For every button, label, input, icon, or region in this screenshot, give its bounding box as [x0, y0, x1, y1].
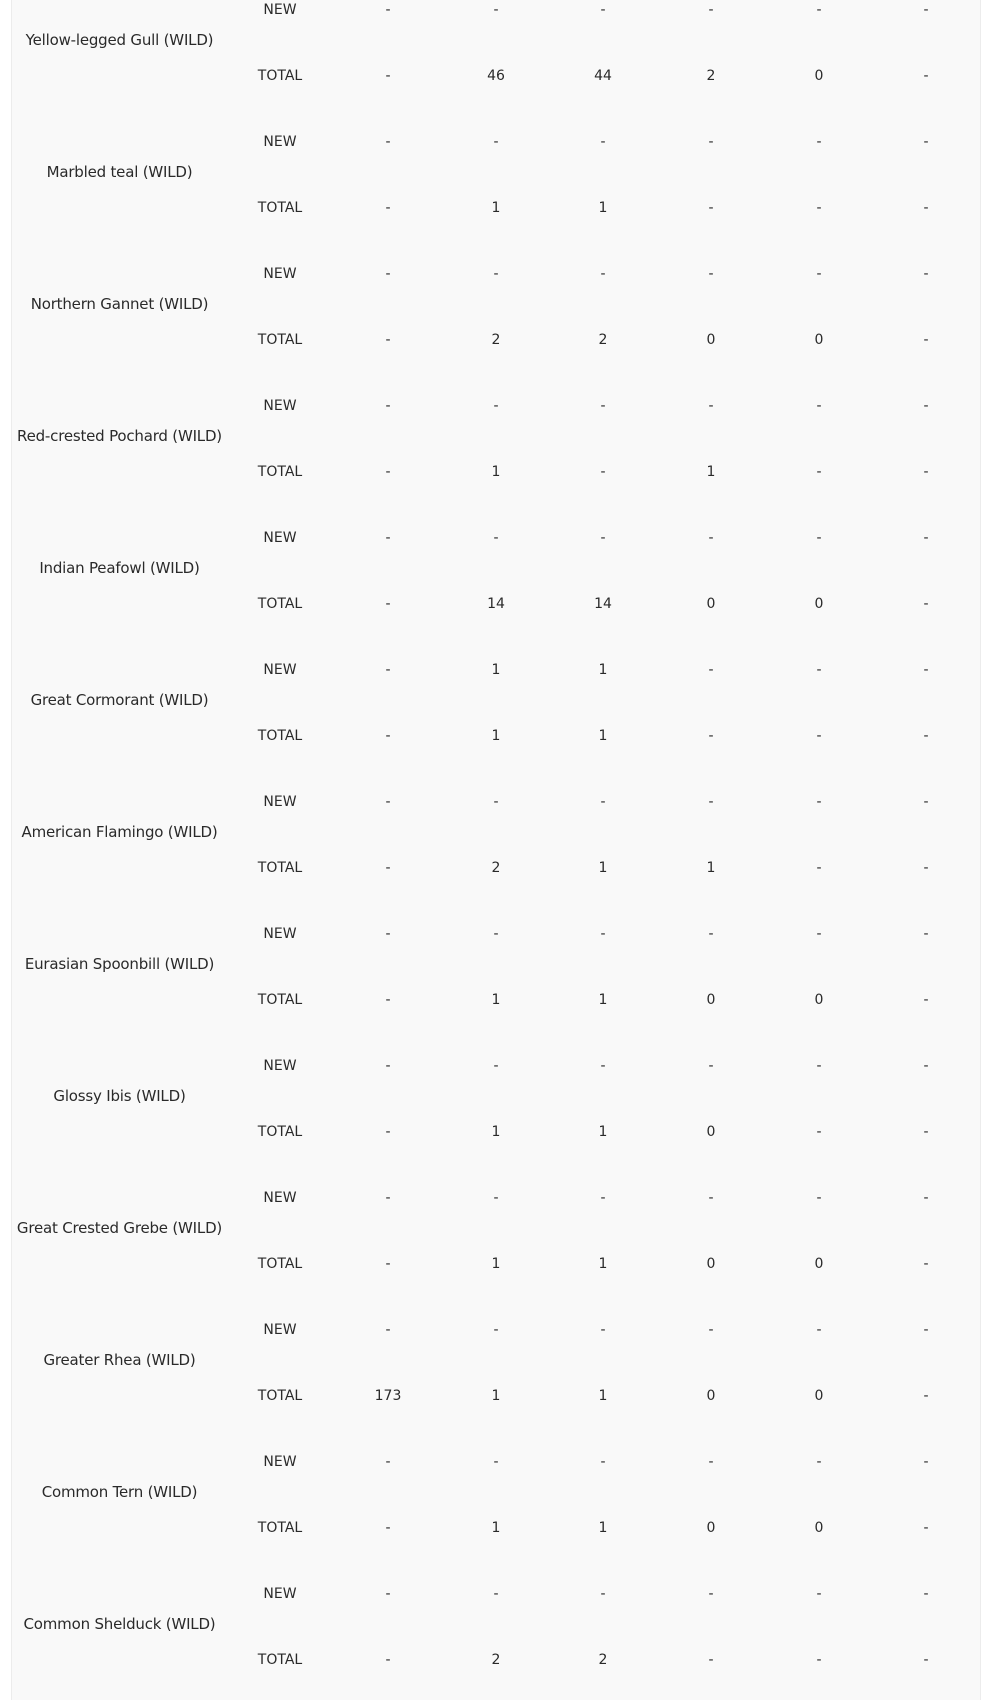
table-cell: - — [708, 1322, 714, 1338]
table-row-new — [12, 396, 980, 416]
table-row-total — [12, 198, 980, 218]
species-name: Common Shelduck (WILD) — [23, 1615, 216, 1633]
table-cell: - — [493, 134, 499, 150]
species-block — [12, 784, 980, 916]
table-cell: - — [385, 200, 391, 216]
table-row-total — [12, 462, 980, 482]
table-cell: 2 — [491, 860, 501, 876]
table-cell: - — [600, 794, 606, 810]
table-cell: 1 — [598, 200, 608, 216]
table-cell: - — [708, 1586, 714, 1602]
table-cell: 0 — [706, 596, 716, 612]
table-cell: - — [816, 926, 822, 942]
table-cell: 2 — [491, 332, 501, 348]
species-name: Northern Gannet (WILD) — [30, 295, 209, 313]
species-name: Yellow-legged Gull (WILD) — [25, 31, 214, 49]
table-cell: - — [816, 662, 822, 678]
table-cell: - — [708, 926, 714, 942]
table-cell: 2 — [598, 1652, 608, 1668]
row-type-label: TOTAL — [257, 1256, 303, 1272]
table-cell: - — [600, 464, 606, 480]
species-block — [12, 256, 980, 388]
table-row-new — [12, 1188, 980, 1208]
table-cell: - — [708, 728, 714, 744]
row-type-label: NEW — [263, 794, 297, 810]
table-cell: - — [923, 1322, 929, 1338]
table-cell: - — [923, 860, 929, 876]
table-cell: - — [923, 1256, 929, 1272]
table-cell: 1 — [598, 1388, 608, 1404]
table-cell: 0 — [814, 1388, 824, 1404]
table-cell: 1 — [598, 860, 608, 876]
species-name: Great Crested Grebe (WILD) — [16, 1219, 223, 1237]
species-name: Eurasian Spoonbill (WILD) — [24, 955, 215, 973]
table-row-total — [12, 990, 980, 1010]
table-row-total — [12, 1386, 980, 1406]
table-cell: - — [923, 1058, 929, 1074]
species-name: American Flamingo (WILD) — [21, 823, 218, 841]
table-cell: - — [493, 1586, 499, 1602]
table-cell: 0 — [706, 1256, 716, 1272]
table-cell: - — [816, 1586, 822, 1602]
table-row-new — [12, 132, 980, 152]
row-type-label: TOTAL — [257, 1652, 303, 1668]
table-cell: 14 — [487, 596, 505, 612]
row-type-label: TOTAL — [257, 1124, 303, 1140]
species-name: Great Cormorant (WILD) — [30, 691, 209, 709]
row-type-label: NEW — [263, 1586, 297, 1602]
table-cell: - — [708, 662, 714, 678]
table-cell: 2 — [598, 332, 608, 348]
table-cell: - — [600, 398, 606, 414]
table-row-new — [12, 1056, 980, 1076]
table-cell: - — [385, 596, 391, 612]
table-cell: - — [923, 464, 929, 480]
table-cell: - — [816, 134, 822, 150]
table-cell: - — [385, 1256, 391, 1272]
table-cell: 1 — [491, 1388, 501, 1404]
table-cell: 173 — [374, 1388, 402, 1404]
table-cell: 0 — [706, 1124, 716, 1140]
table-cell: 1 — [491, 1124, 501, 1140]
table-cell: - — [923, 1586, 929, 1602]
table-cell: - — [385, 68, 391, 84]
table-cell: - — [923, 794, 929, 810]
species-block — [12, 124, 980, 256]
table-cell: - — [385, 1058, 391, 1074]
table-cell: - — [708, 398, 714, 414]
table-cell: 1 — [598, 1124, 608, 1140]
species-table — [11, 0, 981, 1700]
row-type-label: NEW — [263, 266, 297, 282]
species-block — [12, 1312, 980, 1444]
table-cell: - — [923, 68, 929, 84]
table-cell: - — [816, 1058, 822, 1074]
table-cell: - — [923, 1652, 929, 1668]
species-block — [12, 916, 980, 1048]
table-cell: - — [708, 1652, 714, 1668]
table-cell: - — [600, 2, 606, 18]
table-row-total — [12, 1518, 980, 1538]
table-row-new — [12, 792, 980, 812]
table-cell: 0 — [814, 596, 824, 612]
table-cell: - — [600, 1190, 606, 1206]
table-cell: - — [923, 992, 929, 1008]
row-type-label: TOTAL — [257, 332, 303, 348]
species-name: Indian Peafowl (WILD) — [39, 559, 200, 577]
table-cell: 1 — [598, 1256, 608, 1272]
table-cell: - — [385, 1520, 391, 1536]
table-cell: - — [708, 2, 714, 18]
table-cell: - — [385, 530, 391, 546]
table-cell: - — [385, 398, 391, 414]
table-cell: - — [493, 1322, 499, 1338]
table-cell: - — [493, 2, 499, 18]
table-cell: - — [600, 1454, 606, 1470]
table-cell: - — [600, 1322, 606, 1338]
table-cell: - — [923, 134, 929, 150]
table-cell: - — [708, 1058, 714, 1074]
table-cell: - — [600, 530, 606, 546]
table-row-total — [12, 858, 980, 878]
table-cell: - — [385, 1454, 391, 1470]
row-type-label: NEW — [263, 926, 297, 942]
table-row-total — [12, 726, 980, 746]
table-cell: - — [385, 2, 391, 18]
table-cell: 0 — [706, 1520, 716, 1536]
table-row-total — [12, 330, 980, 350]
species-block — [12, 1180, 980, 1312]
table-cell: - — [600, 926, 606, 942]
table-cell: - — [385, 332, 391, 348]
table-cell: - — [816, 794, 822, 810]
row-type-label: NEW — [263, 134, 297, 150]
table-cell: - — [385, 860, 391, 876]
table-cell: - — [816, 728, 822, 744]
table-cell: - — [708, 266, 714, 282]
table-cell: - — [600, 266, 606, 282]
table-row-total — [12, 1650, 980, 1670]
row-type-label: NEW — [263, 530, 297, 546]
table-cell: - — [923, 200, 929, 216]
table-cell: - — [708, 1190, 714, 1206]
table-cell: 1 — [491, 464, 501, 480]
row-type-label: TOTAL — [257, 596, 303, 612]
table-row-new — [12, 924, 980, 944]
table-cell: - — [493, 1058, 499, 1074]
table-cell: 44 — [594, 68, 612, 84]
table-cell: - — [600, 1586, 606, 1602]
table-cell: - — [493, 266, 499, 282]
table-row-total — [12, 1122, 980, 1142]
table-cell: - — [816, 1454, 822, 1470]
table-cell: - — [816, 200, 822, 216]
species-block — [12, 0, 980, 124]
row-type-label: NEW — [263, 1322, 297, 1338]
table-cell: 14 — [594, 596, 612, 612]
table-cell: - — [816, 266, 822, 282]
table-cell: 1 — [491, 662, 501, 678]
table-cell: 0 — [706, 332, 716, 348]
table-row-new — [12, 660, 980, 680]
table-cell: 0 — [706, 992, 716, 1008]
species-block — [12, 520, 980, 652]
table-row-new — [12, 1452, 980, 1472]
table-cell: 1 — [491, 992, 501, 1008]
table-cell: - — [816, 1652, 822, 1668]
table-cell: 1 — [491, 1520, 501, 1536]
table-cell: - — [923, 266, 929, 282]
table-row-new — [12, 528, 980, 548]
table-row-new — [12, 1320, 980, 1340]
table-cell: - — [385, 926, 391, 942]
table-cell: - — [385, 728, 391, 744]
species-block — [12, 388, 980, 520]
row-type-label: TOTAL — [257, 1520, 303, 1536]
table-cell: - — [708, 1454, 714, 1470]
table-cell: - — [923, 2, 929, 18]
table-cell: - — [600, 1058, 606, 1074]
table-cell: - — [493, 1454, 499, 1470]
table-cell: - — [816, 2, 822, 18]
row-type-label: NEW — [263, 1058, 297, 1074]
table-cell: - — [385, 1586, 391, 1602]
table-cell: - — [493, 530, 499, 546]
table-cell: 0 — [814, 1520, 824, 1536]
table-cell: - — [385, 662, 391, 678]
species-name: Common Tern (WILD) — [41, 1483, 198, 1501]
table-cell: - — [816, 1190, 822, 1206]
species-block — [12, 1576, 980, 1708]
table-cell: - — [816, 1322, 822, 1338]
table-cell: - — [493, 398, 499, 414]
table-row-new — [12, 1584, 980, 1604]
table-cell: - — [385, 794, 391, 810]
table-cell: - — [816, 530, 822, 546]
table-cell: 1 — [491, 1256, 501, 1272]
species-name: Marbled teal (WILD) — [46, 163, 193, 181]
row-type-label: TOTAL — [257, 860, 303, 876]
table-cell: - — [923, 728, 929, 744]
row-type-label: NEW — [263, 398, 297, 414]
row-type-label: TOTAL — [257, 68, 303, 84]
table-cell: - — [816, 860, 822, 876]
table-cell: - — [923, 1190, 929, 1206]
row-type-label: NEW — [263, 2, 297, 18]
table-cell: - — [385, 464, 391, 480]
table-row-new — [12, 0, 980, 20]
table-cell: - — [385, 992, 391, 1008]
table-row-total — [12, 66, 980, 86]
row-type-label: NEW — [263, 662, 297, 678]
table-row-new — [12, 264, 980, 284]
table-row-total — [12, 594, 980, 614]
table-cell: - — [816, 398, 822, 414]
table-cell: - — [923, 662, 929, 678]
table-row-total — [12, 1254, 980, 1274]
table-cell: - — [385, 266, 391, 282]
table-cell: 0 — [706, 1388, 716, 1404]
table-cell: - — [923, 1388, 929, 1404]
table-cell: 1 — [491, 200, 501, 216]
species-block — [12, 1444, 980, 1576]
table-cell: - — [816, 464, 822, 480]
table-cell: 0 — [814, 1256, 824, 1272]
table-cell: 1 — [706, 860, 716, 876]
table-cell: - — [923, 1454, 929, 1470]
table-cell: 1 — [598, 992, 608, 1008]
row-type-label: TOTAL — [257, 464, 303, 480]
table-cell: 1 — [491, 728, 501, 744]
table-cell: - — [708, 530, 714, 546]
table-cell: - — [385, 1124, 391, 1140]
table-cell: - — [385, 1190, 391, 1206]
table-cell: 1 — [598, 728, 608, 744]
table-cell: - — [923, 332, 929, 348]
table-cell: - — [923, 398, 929, 414]
table-cell: - — [493, 1190, 499, 1206]
table-cell: 1 — [706, 464, 716, 480]
table-cell: - — [923, 926, 929, 942]
species-block — [12, 652, 980, 784]
table-cell: 1 — [598, 1520, 608, 1536]
row-type-label: NEW — [263, 1454, 297, 1470]
table-cell: - — [708, 794, 714, 810]
species-block — [12, 1048, 980, 1180]
table-cell: - — [923, 1520, 929, 1536]
table-cell: - — [385, 1322, 391, 1338]
table-cell: 0 — [814, 332, 824, 348]
table-cell: 46 — [487, 68, 505, 84]
table-cell: - — [385, 134, 391, 150]
species-name: Red-crested Pochard (WILD) — [17, 427, 222, 445]
table-cell: 1 — [598, 662, 608, 678]
row-type-label: TOTAL — [257, 1388, 303, 1404]
table-cell: - — [600, 134, 606, 150]
table-cell: 0 — [814, 992, 824, 1008]
table-cell: - — [385, 1652, 391, 1668]
table-cell: - — [493, 794, 499, 810]
table-cell: 0 — [814, 68, 824, 84]
row-type-label: NEW — [263, 1190, 297, 1206]
row-type-label: TOTAL — [257, 992, 303, 1008]
table-cell: 2 — [706, 68, 716, 84]
row-type-label: TOTAL — [257, 728, 303, 744]
species-name: Greater Rhea (WILD) — [43, 1351, 196, 1369]
table-cell: - — [493, 926, 499, 942]
table-cell: - — [923, 1124, 929, 1140]
table-cell: - — [923, 530, 929, 546]
table-cell: - — [708, 134, 714, 150]
table-cell: - — [923, 596, 929, 612]
row-type-label: TOTAL — [257, 200, 303, 216]
table-cell: 2 — [491, 1652, 501, 1668]
table-cell: - — [816, 1124, 822, 1140]
table-cell: - — [708, 200, 714, 216]
species-name: Glossy Ibis (WILD) — [53, 1087, 186, 1105]
